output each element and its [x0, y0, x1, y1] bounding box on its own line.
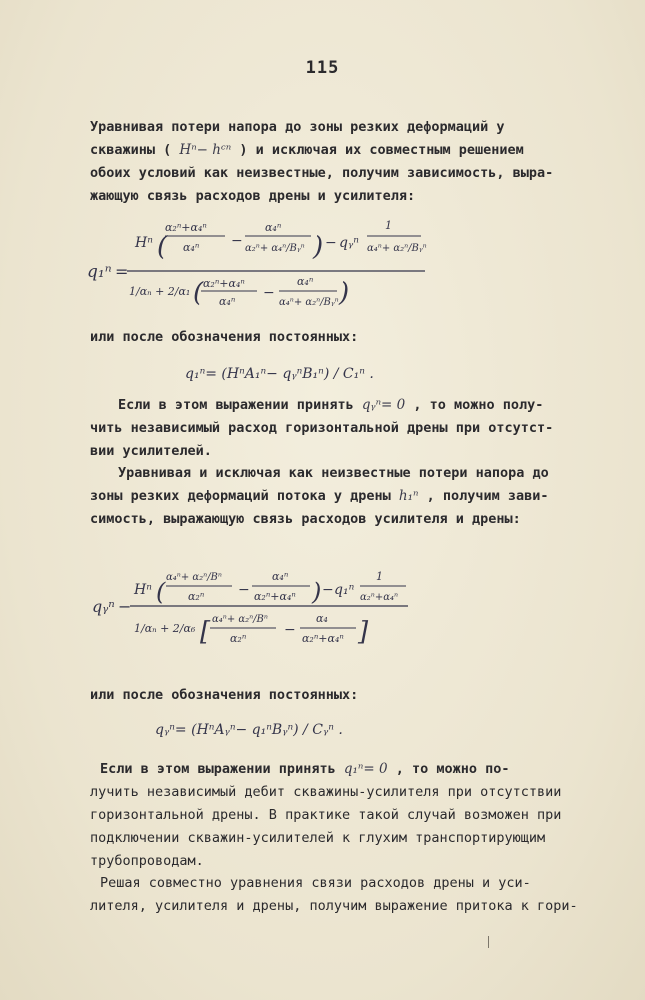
formula-symbol: α₄ⁿ — [265, 221, 282, 234]
formula-symbol: α₄ⁿ+ α₂ⁿ/Bᵧⁿ — [367, 243, 427, 254]
formula-symbol: = — [115, 262, 129, 281]
inline-formula: h₁ⁿ — [398, 488, 419, 504]
text-line: лителя, усилителя и дрены, получим выражение притока к гори- — [90, 898, 578, 914]
formula-symbol: 1/αₙ + 2/α₆ — [134, 622, 196, 635]
formula-symbol: ) — [313, 232, 324, 262]
text-line: трубопроводам. — [90, 853, 204, 869]
formula-symbol: α₄ⁿ+ α₂ⁿ/Bⁿ — [212, 614, 268, 625]
formula-symbol: α₂ⁿ+α₄ⁿ — [165, 221, 207, 234]
paragraph-1 — [90, 116, 554, 208]
text-line: Решая совместно уравнения связи расходов дрены и уси- — [100, 875, 531, 891]
formula-symbol: α₄ⁿ+ α₂ⁿ/Bⁿ — [166, 572, 222, 583]
page-number: 115 — [305, 58, 340, 78]
formula-symbol: α₄ — [316, 612, 328, 625]
formula-symbol: qᵧⁿ — [92, 597, 115, 616]
formula-symbol: qᵧⁿ= (HⁿAᵧⁿ− q₁ⁿBᵧⁿ) / Cᵧⁿ . — [155, 722, 343, 738]
formula-symbol: qᵧⁿ — [339, 235, 359, 251]
formula-symbol: α₂ⁿ+α₄ⁿ — [254, 590, 296, 603]
paragraph-2 — [118, 394, 548, 417]
formula-3 — [90, 560, 420, 669]
text-line: горизонтальной дрены. В практике такой случай возможен при — [90, 807, 562, 823]
text-line: жающую связь расходов дрены и усилителя: — [90, 188, 416, 204]
formula-1 — [85, 205, 445, 324]
formula-symbol: α₄ⁿ+ α₂ⁿ/Bᵧⁿ — [279, 297, 339, 308]
margin-mark — [488, 936, 489, 948]
inline-formula: Hⁿ− hᶜⁿ — [179, 142, 232, 158]
formula-symbol: 1 — [376, 570, 383, 583]
text-line: Если в этом выражении принять q₁ⁿ= 0 , то можно по- — [100, 761, 510, 777]
formula-symbol: α₂ⁿ+α₄ⁿ — [203, 277, 245, 290]
formula-symbol: Hⁿ — [134, 582, 152, 598]
text-line: лучить независимый дебит скважины-усилителя при отсутствии — [90, 784, 562, 800]
formula-symbol: α₂ⁿ+ α₄ⁿ/Bᵧⁿ — [245, 243, 305, 254]
formula-symbol: α₂ⁿ — [188, 590, 205, 603]
formula-symbol: α₄ⁿ — [297, 275, 314, 288]
formula-symbol: ) — [339, 278, 350, 308]
formula-symbol: − — [231, 233, 243, 249]
paragraph-2-cont — [90, 417, 554, 463]
formula-symbol: α₂ⁿ+α₄ⁿ — [360, 592, 399, 603]
paragraph-5-cont — [90, 895, 578, 918]
text-line: Если в этом выражении принять qᵧⁿ= 0 , то можно полу- — [118, 397, 544, 413]
text-line: или после обозначения постоянных: — [90, 329, 359, 345]
svg-text:]: ] — [358, 617, 369, 647]
paragraph-4-cont — [90, 781, 562, 873]
svg-text:−: − — [118, 597, 132, 616]
formula-symbol: α₄ⁿ — [272, 570, 289, 583]
formula-symbol: 1 — [385, 219, 392, 232]
text-line: скважины ( Hⁿ− hᶜⁿ ) и исключая их совместным решением — [90, 142, 524, 158]
svg-text:−: − — [284, 622, 296, 638]
paragraph-3 — [118, 462, 548, 485]
formula-symbol: α₄ⁿ — [183, 241, 200, 254]
formula-symbol: q₁ⁿ — [334, 582, 355, 598]
formula-symbol: α₂ⁿ+α₄ⁿ — [302, 632, 344, 645]
formula-symbol: Hⁿ — [135, 235, 153, 251]
formula-symbol: ( — [193, 278, 204, 308]
svg-text:−: − — [238, 582, 250, 598]
formula-symbol: ( — [157, 232, 168, 262]
text-line: подключении скважин-усилителей к глухим транспортирующим — [90, 830, 546, 846]
inline-formula: q₁ⁿ= 0 — [343, 761, 388, 777]
formula-symbol: − — [263, 285, 275, 301]
text-line: симость, выражающую связь расходов усилителя и дрены: — [90, 511, 521, 527]
formula-4 — [155, 708, 375, 756]
formula-symbol: − — [325, 235, 337, 251]
formula-symbol: q₁ⁿ — [87, 262, 112, 282]
paragraph-3-cont — [90, 485, 549, 531]
text-line: вии усилителей. — [90, 443, 212, 459]
formula-symbol: α₂ⁿ — [230, 632, 247, 645]
formula-symbol: α₄ⁿ — [219, 295, 236, 308]
inline-formula: qᵧⁿ= 0 — [361, 397, 406, 413]
svg-text:): ) — [312, 578, 322, 606]
paragraph-5 — [100, 872, 550, 895]
svg-text:−: − — [322, 582, 334, 598]
paragraph-4 — [100, 758, 550, 781]
formula-symbol: 1/αₙ + 2/α₁ — [129, 285, 191, 298]
text-line: зоны резких деформаций потока у дрены h₁ⁿ , получим зави- — [90, 488, 549, 504]
text-line: Уравнивая потери напора до зоны резких деформаций у — [90, 119, 505, 135]
svg-text:[: [ — [200, 617, 211, 647]
text-line: обоих условий как неизвестные, получим зависимость, выра- — [90, 165, 554, 181]
svg-text:(: ( — [156, 578, 166, 606]
text-line: или после обозначения постоянных: — [90, 687, 359, 703]
text-line: Уравнивая и исключая как неизвестные потери напора до — [118, 465, 549, 481]
formula-symbol: q₁ⁿ= (HⁿA₁ⁿ− qᵧⁿB₁ⁿ) / C₁ⁿ . — [185, 366, 374, 382]
text-line: чить независимый расход горизонтальной дрены при отсутст- — [90, 420, 554, 436]
